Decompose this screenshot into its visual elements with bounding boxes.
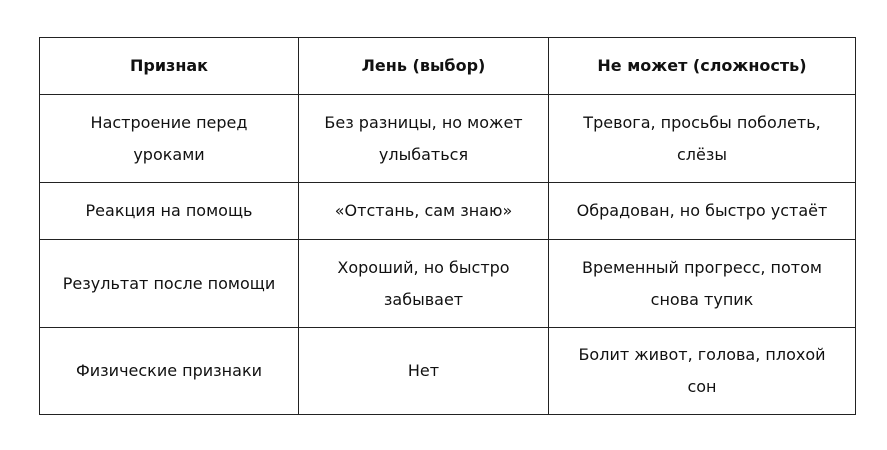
- cell-text: Без разницы, но может улыбаться: [324, 112, 523, 164]
- cell-text: Настроение перед уроками: [90, 112, 248, 164]
- table-row: [40, 328, 856, 415]
- table-cell: [549, 95, 856, 183]
- header-cell-sign: [40, 38, 299, 95]
- cell-text: Болит живот, голова, плохой сон: [578, 345, 826, 396]
- table-row: [40, 240, 856, 328]
- table-header-row: [40, 38, 856, 95]
- cell-text: Реакция на помощь: [85, 201, 253, 220]
- header-cell-cannot: [549, 38, 856, 95]
- comparison-table: [39, 37, 856, 415]
- header-label: Признак: [129, 56, 209, 75]
- cell-text: Временный прогресс, потом снова тупик: [582, 257, 822, 309]
- table-cell: [40, 95, 299, 183]
- table-cell: [40, 240, 299, 328]
- table-cell: [549, 328, 856, 415]
- table-row: [40, 95, 856, 183]
- table-cell: [299, 328, 549, 415]
- cell-text: Обрадован, но быстро устаёт: [576, 201, 828, 220]
- cell-text: Тревога, просьбы поболеть, слёзы: [583, 112, 821, 164]
- table-cell: [40, 328, 299, 415]
- header-label: Не может (сложность): [597, 56, 807, 75]
- cell-text: Нет: [407, 361, 440, 380]
- table-cell: [549, 240, 856, 328]
- cell-text: Результат после помощи: [62, 273, 276, 293]
- table-row: [40, 183, 856, 240]
- table-cell: [299, 183, 549, 240]
- table-cell: [40, 183, 299, 240]
- cell-text: Хороший, но быстро забывает: [337, 257, 510, 309]
- header-cell-laziness: [299, 38, 549, 95]
- table-cell: [299, 95, 549, 183]
- header-label: Лень (выбор): [361, 56, 486, 75]
- cell-text: «Отстань, сам знаю»: [334, 201, 513, 220]
- table-cell: [549, 183, 856, 240]
- cell-text: Физические признаки: [75, 361, 262, 380]
- table-cell: [299, 240, 549, 328]
